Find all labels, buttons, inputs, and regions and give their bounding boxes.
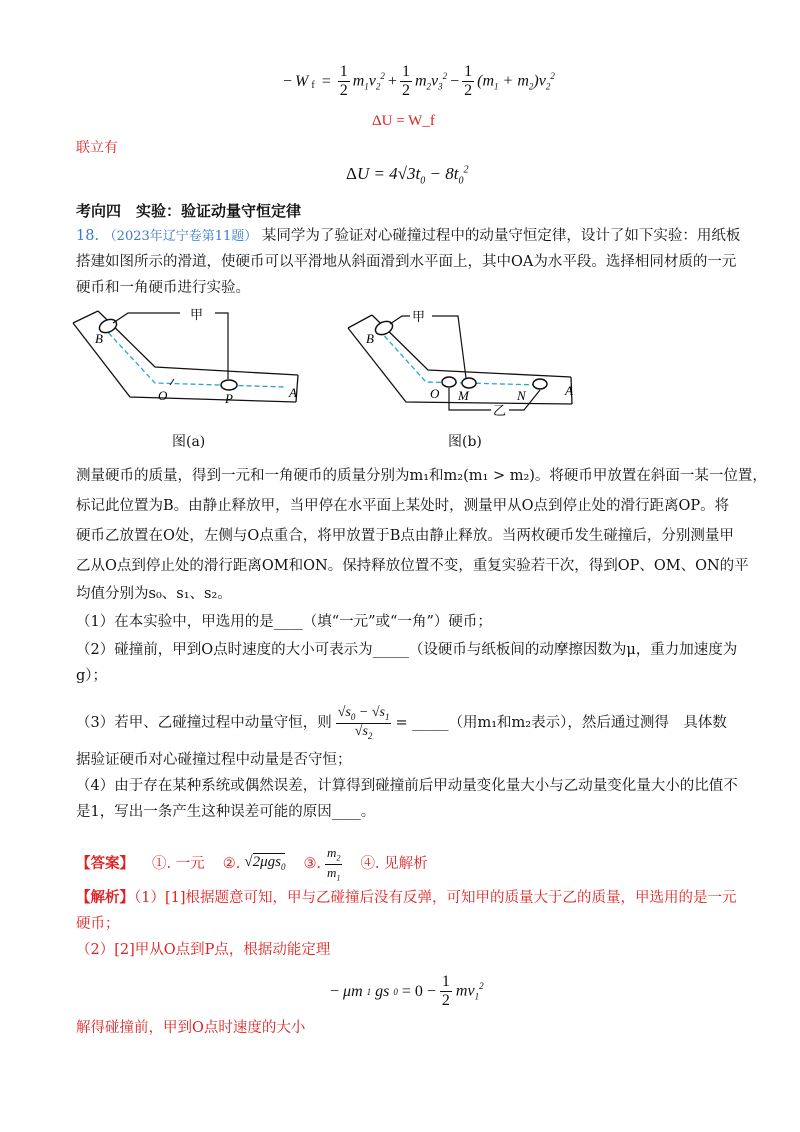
question-2-line2: g）；	[76, 668, 108, 684]
answer-4: ④. 见解析	[360, 856, 428, 873]
equation-deltaU-wf: ΔU = W_f	[372, 113, 435, 129]
question-3-prefix: （3）若甲、乙碰撞过程中动量守恒，则	[76, 715, 332, 732]
fig-b-label-yi: 乙	[493, 404, 507, 419]
question-1: （1）在本实验中，甲选用的是____（填“一元”或“一角”）硬币；	[76, 614, 492, 630]
body-line5: 均值分别为s₀、s₁、s₂。	[76, 586, 232, 602]
fig-b-label-M: M	[458, 388, 469, 403]
answer-3: ③. $\frac{m_2}{m_1}$	[303, 845, 341, 883]
fig-a-label-A: A	[289, 385, 297, 400]
fig-a-label-B: B	[95, 331, 103, 346]
question-3-line2: 据验证硬币对心碰撞过程中动量是否守恒；	[76, 752, 352, 768]
answer-label: 【答案】	[76, 855, 134, 873]
fig-b-label-N: N	[517, 388, 526, 403]
question-4-line1: （4）由于存在某种系统或偶然误差，计算得到碰撞前后甲动量变化量大小与乙动量变化量大小的比值不	[76, 778, 738, 794]
lianli-text: 联立有	[76, 140, 118, 156]
figure-a	[70, 305, 310, 415]
equation-deltaU: $\Delta U = 4√3t_0 - 8t_0^2$	[346, 164, 469, 187]
question-3-line1	[76, 706, 727, 741]
body-line3: 硬币乙放置在O处，左侧与O点重合，将甲放置于B点由静止释放。当两枚硬币发生碰撞后，分别测量甲	[76, 528, 734, 544]
question-intro-line2: 搭建如图所示的滑道，使硬币可以平滑地从斜面滑到水平面上，其中OA为水平段。选择相同材质的一元	[76, 254, 737, 270]
answer-1: ①. 一元	[152, 856, 205, 873]
figure-b	[346, 300, 586, 425]
answer-row	[76, 846, 428, 882]
body-line4: 乙从O点到停止处的滑行距离OM和ON。保持释放位置不变，重复实验若干次，得到OP、OM、ON的平	[76, 558, 749, 574]
fig-a-label-O: O	[158, 388, 168, 403]
analysis-line2: 硬币；	[76, 916, 120, 932]
analysis-label: 【解析】	[76, 889, 134, 906]
question-4-line2: 是1，写出一条产生这种误差可能的原因____。	[76, 804, 376, 820]
question-intro-line3: 硬币和一角硬币进行实验。	[76, 280, 250, 296]
analysis-line4: 解得碰撞前，甲到O点时速度的大小	[76, 1020, 306, 1036]
question-3-ratio: $\frac{√s_0 - √s_1}{√s_2}$	[337, 705, 390, 741]
question-number: 18.	[76, 228, 100, 244]
figure-b-caption: 图(b)	[448, 434, 482, 450]
section-title: 考向四 实验：验证动量守恒定律	[76, 202, 302, 220]
fig-b-label-B: B	[366, 331, 374, 346]
fig-b-label-jia: 甲	[412, 310, 426, 325]
question-intro-text: 某同学为了验证对心碰撞过程中的动量守恒定律，设计了如下实验：用纸板	[261, 228, 741, 244]
question-2-line1: （2）碰撞前，甲到O点时速度的大小可表示为_____（设硬币与纸板间的动摩擦因数为μ，重力加速度为	[76, 642, 738, 658]
analysis-line3: （2）[2]甲从O点到P点，根据动能定理	[76, 942, 331, 958]
analysis-equation: − μm 1 gs 0 = 0 − $\frac{1}{2}$ $mv_1^2$	[330, 973, 484, 1009]
fig-b-label-A: A	[565, 383, 573, 398]
analysis-line1: 【解析】（1）[1]根据题意可知，甲与乙碰撞后没有反弹，可知甲的质量大于乙的质量，甲选用的是一元	[76, 889, 737, 906]
figure-a-caption: 图(a)	[172, 434, 206, 450]
body-line1: 测量硬币的质量，得到一元和一角硬币的质量分别为m₁和m₂(m₁ > m₂)。将硬币甲放置在斜面一某一位置，	[76, 468, 767, 484]
body-line2: 标记此位置为B。由静止释放甲，当甲停在水平面上某处时，测量甲从O点到停止处的滑行距离OP。将	[76, 498, 730, 514]
fig-b-label-O: O	[430, 386, 440, 401]
equation-energy: − W f = $\frac{1}{2}$ $m_1v_2^2$ + $\frac{1}{2}$ $m_2v_3^2$ − $\frac{1}{2}$ $(m_1 + m_2)v_2^2$	[283, 63, 555, 99]
question-3-suffix: = _____（用m₁和m₂表示），然后通过测得 具体数	[395, 715, 727, 732]
question-source: （2023年辽宁卷第11题）	[103, 229, 258, 244]
fig-a-label-P: P	[225, 391, 233, 406]
answer-2: ②. √2μgs$_0$	[222, 853, 286, 873]
question-intro-line1	[76, 226, 740, 247]
fig-a-label-jia: 甲	[190, 308, 204, 323]
